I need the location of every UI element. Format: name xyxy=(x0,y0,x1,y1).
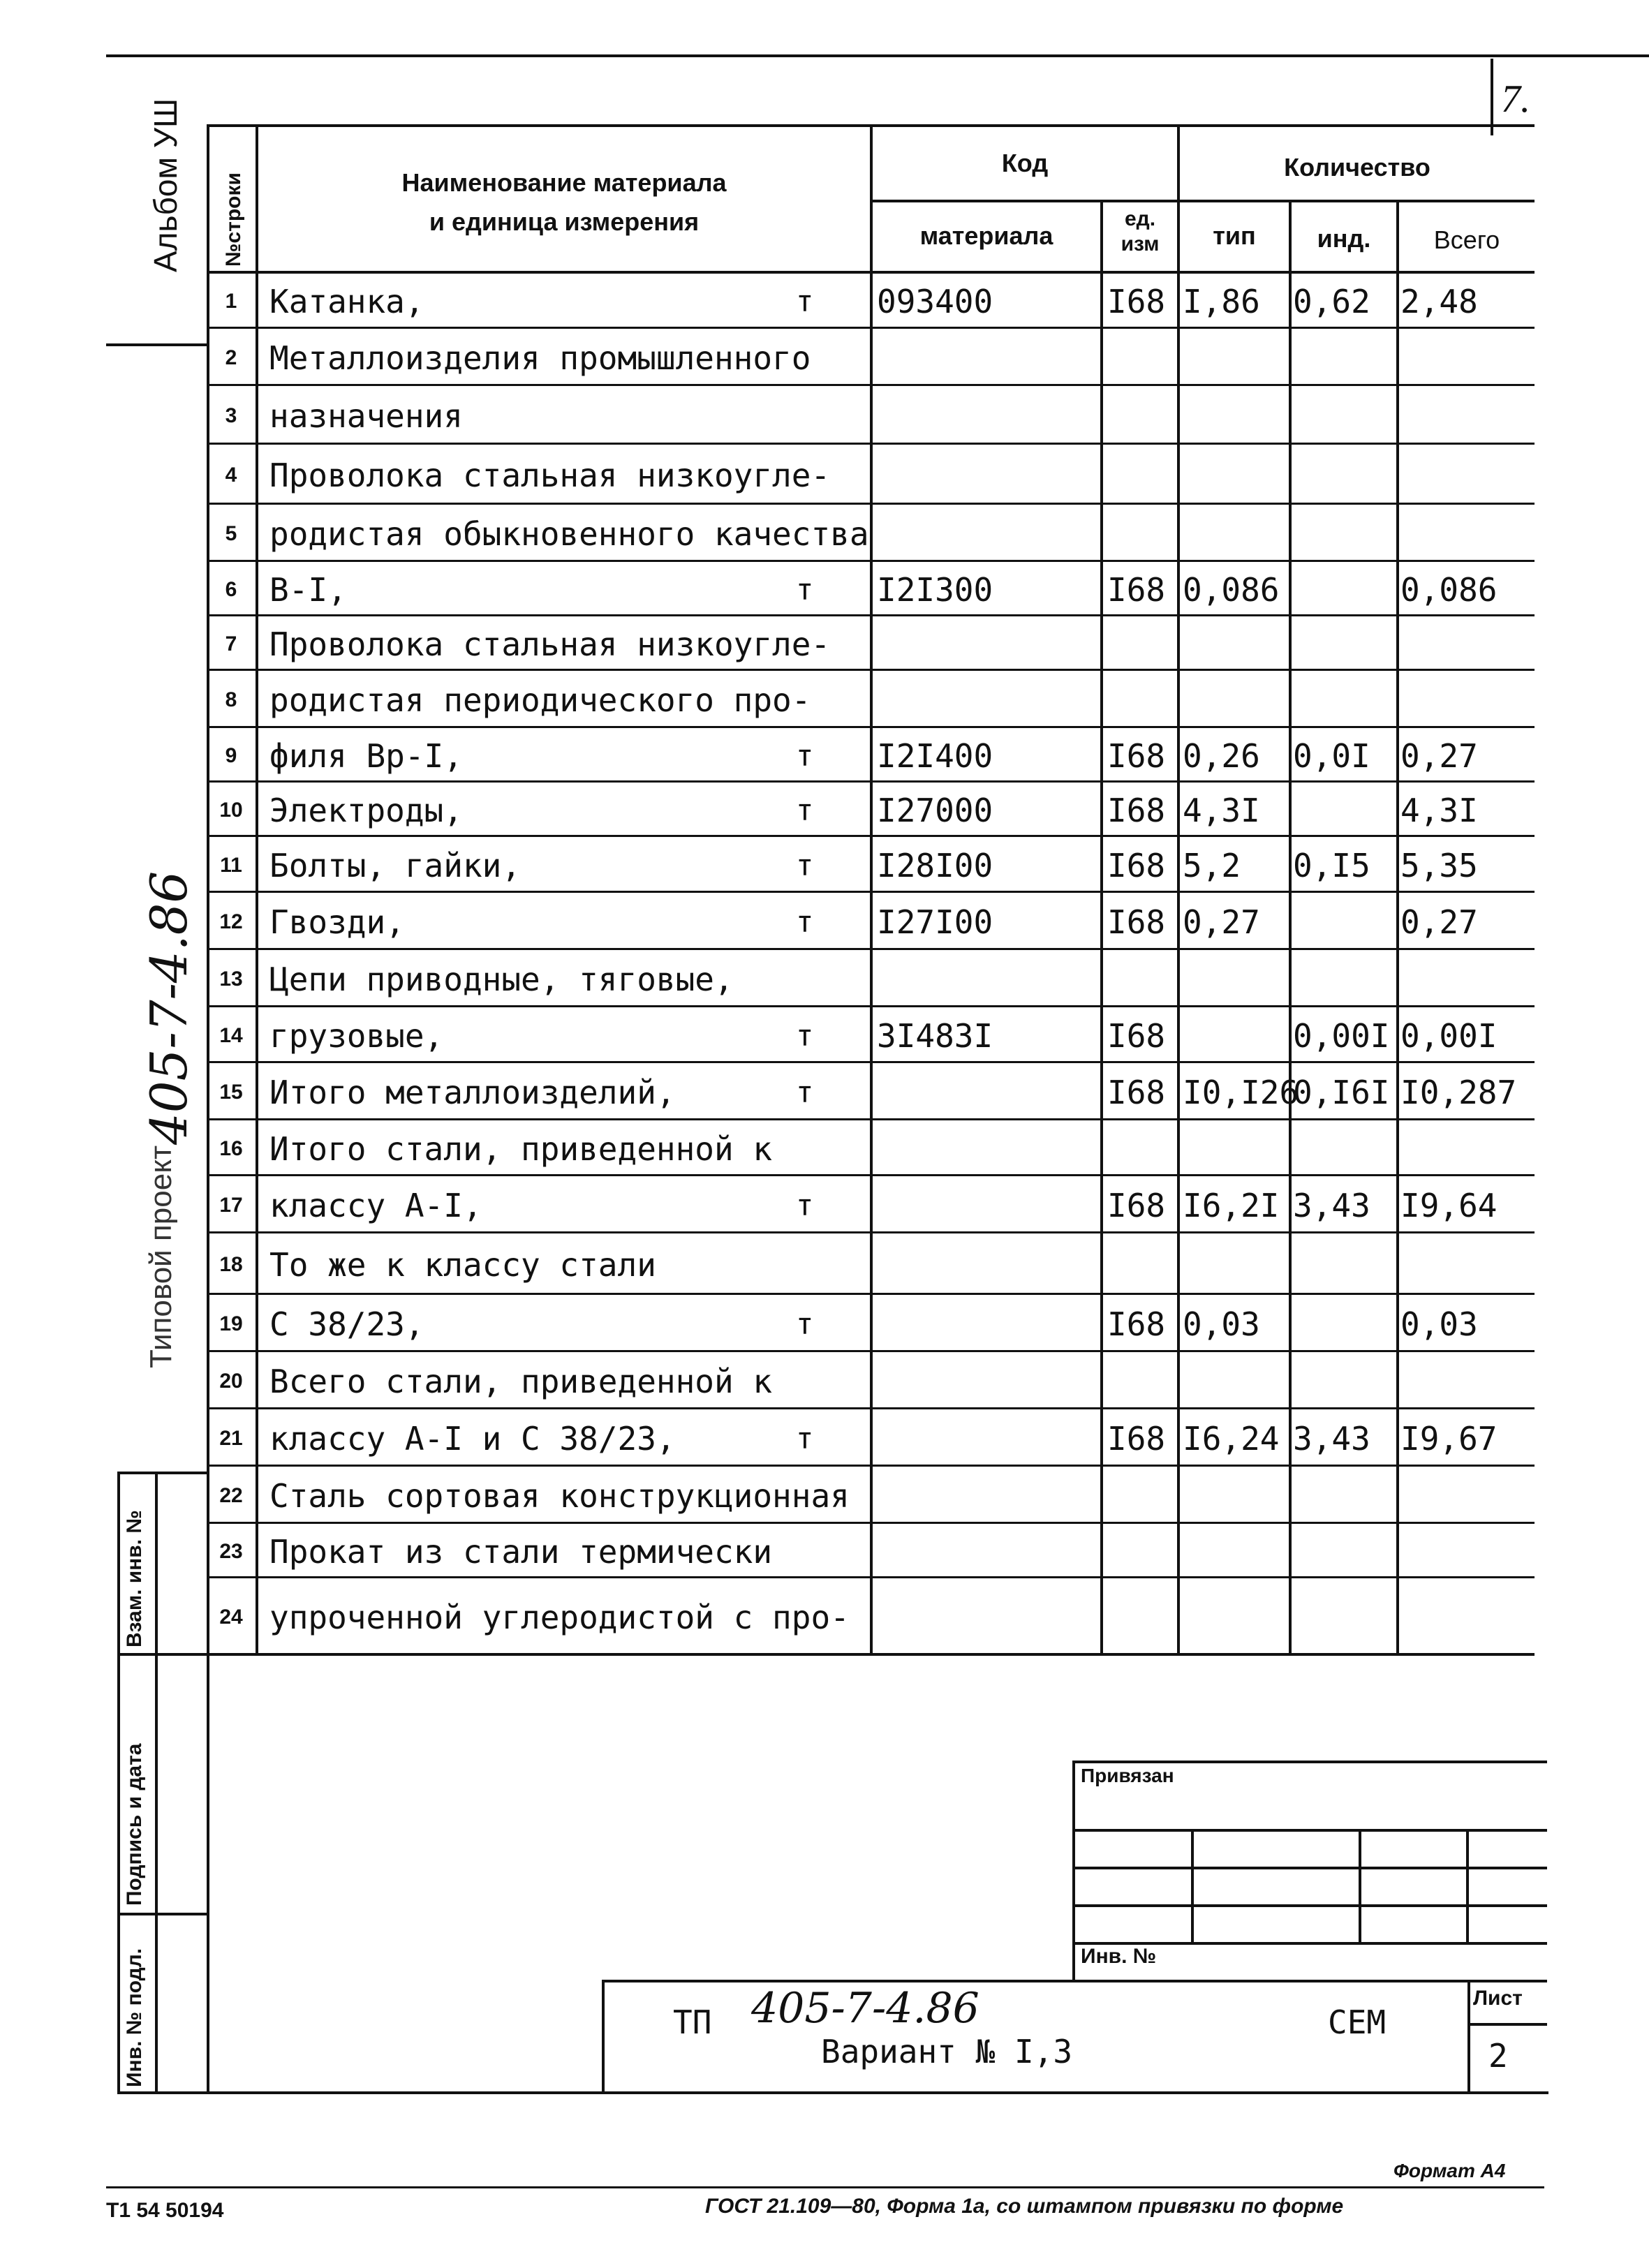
col-num-divider xyxy=(256,124,258,1654)
row-8-n: 8 xyxy=(225,688,237,711)
row-14-n: 14 xyxy=(219,1024,243,1047)
album-label: Альбом УШ xyxy=(147,98,184,272)
stamp-privyazan-top xyxy=(1072,1761,1547,1763)
row-15-n: 15 xyxy=(219,1081,243,1104)
project-label: Типовой проект xyxy=(144,1145,178,1368)
header-sub-divider xyxy=(870,200,1535,202)
stamp-main-top xyxy=(602,1980,1547,1982)
row-14-code: 3I483I xyxy=(877,1017,993,1055)
side-stamp-div2 xyxy=(117,1913,208,1915)
row-6-name: В-I, xyxy=(269,571,347,609)
row-6-tip: 0,086 xyxy=(1183,571,1280,609)
side-stamp-left xyxy=(117,1472,120,2094)
row-1-n: 1 xyxy=(225,290,237,313)
stamp-grid-col1 xyxy=(1191,1829,1194,1942)
row-10-code: I27000 xyxy=(877,792,993,829)
row-23-n: 23 xyxy=(219,1540,243,1563)
row-6-separator xyxy=(207,614,1535,616)
col-ed-divider xyxy=(1177,124,1180,1654)
podpis-data-label: Подпись и дата xyxy=(123,1743,146,1906)
row-9-ind: 0,0I xyxy=(1293,737,1370,775)
row-9-name: филя Вр-I, xyxy=(269,737,463,775)
row-4-name: Проволока стальная низкоугле- xyxy=(269,457,831,494)
footer-line xyxy=(106,2186,1544,2188)
row-23-separator xyxy=(207,1576,1535,1578)
row-10-tip: 4,3I xyxy=(1183,792,1260,829)
row-21-tip: I6,24 xyxy=(1183,1420,1280,1458)
row-17-vsego: I9,64 xyxy=(1400,1187,1498,1224)
row-17-ind: 3,43 xyxy=(1293,1187,1370,1224)
row-5-separator xyxy=(207,560,1535,562)
row-19-name: С 38/23, xyxy=(269,1305,424,1343)
row-10-name: Электроды, xyxy=(269,792,463,829)
stamp-grid-line3 xyxy=(1072,1904,1547,1907)
row-11-vsego: 5,35 xyxy=(1400,847,1478,884)
row-14-name: грузовые, xyxy=(269,1017,444,1055)
row-4-n: 4 xyxy=(225,464,237,487)
stamp-main-left xyxy=(602,1980,605,2094)
row-11-unit: т xyxy=(796,848,814,882)
margin-album-divider xyxy=(106,343,208,346)
row-3-separator xyxy=(207,443,1535,445)
row-11-name: Болты, гайки, xyxy=(269,847,522,884)
footer-format: Формат А4 xyxy=(1393,2160,1506,2181)
row-22-name: Сталь сортовая конструкционная xyxy=(269,1477,850,1515)
row-17-tip: I6,2I xyxy=(1183,1187,1280,1224)
stamp-privyazan-left xyxy=(1072,1761,1075,1981)
row-6-ed: I68 xyxy=(1107,571,1166,609)
row-21-ed: I68 xyxy=(1107,1420,1166,1458)
row-6-vsego: 0,086 xyxy=(1400,571,1498,609)
side-stamp-top xyxy=(117,1472,208,1474)
row-1-separator xyxy=(207,327,1535,329)
row-14-vsego: 0,00I xyxy=(1400,1017,1498,1055)
header-rownum: №строки xyxy=(222,172,245,267)
row-6-n: 6 xyxy=(225,578,237,601)
row-17-name: классу А-I, xyxy=(269,1187,482,1224)
row-15-ed: I68 xyxy=(1107,1074,1166,1111)
row-21-n: 21 xyxy=(219,1427,243,1450)
header-name-line1: Наименование материала xyxy=(401,168,727,197)
row-24-name: упроченной углеродистой с про- xyxy=(269,1599,850,1636)
row-11-ed: I68 xyxy=(1107,847,1166,884)
row-20-n: 20 xyxy=(219,1370,243,1393)
row-21-vsego: I9,67 xyxy=(1400,1420,1498,1458)
row-5-name: родистая обыкновенного качества xyxy=(269,515,869,553)
row-17-unit: т xyxy=(796,1188,814,1222)
row-7-separator xyxy=(207,669,1535,671)
row-9-tip: 0,26 xyxy=(1183,737,1260,775)
row-14-unit: т xyxy=(796,1018,814,1053)
row-12-unit: т xyxy=(796,905,814,939)
row-9-ed: I68 xyxy=(1107,737,1166,775)
row-2-n: 2 xyxy=(225,346,237,369)
row-19-tip: 0,03 xyxy=(1183,1305,1260,1343)
row-12-ed: I68 xyxy=(1107,903,1166,941)
row-1-ed: I68 xyxy=(1107,283,1166,320)
header-vsego: Всего xyxy=(1433,225,1500,254)
row-8-separator xyxy=(207,726,1535,728)
row-11-code: I28I00 xyxy=(877,847,993,884)
row-13-name: Цепи приводные, тяговые, xyxy=(269,961,734,998)
row-13-n: 13 xyxy=(219,968,243,991)
row-19-unit: т xyxy=(796,1307,814,1341)
row-15-name: Итого металлоизделий, xyxy=(269,1074,676,1111)
row-20-separator xyxy=(207,1407,1535,1409)
header-ind: инд. xyxy=(1317,224,1371,253)
row-21-name: классу А-I и С 38/23, xyxy=(269,1420,676,1458)
col-tip-divider xyxy=(1289,200,1292,1654)
row-18-name: То же к классу стали xyxy=(269,1246,656,1284)
stamp-tp: ТП xyxy=(673,2003,712,2041)
row-21-unit: т xyxy=(796,1421,814,1455)
row-12-code: I27I00 xyxy=(877,903,993,941)
row-24-n: 24 xyxy=(219,1606,243,1629)
row-16-separator xyxy=(207,1174,1535,1176)
row-11-separator xyxy=(207,891,1535,893)
row-9-unit: т xyxy=(796,739,814,773)
row-17-separator xyxy=(207,1231,1535,1233)
table-bottom xyxy=(207,1653,1535,1656)
stamp-grid-col3 xyxy=(1466,1829,1469,1942)
stamp-list-divider xyxy=(1467,1980,1470,2094)
row-13-separator xyxy=(207,1005,1535,1007)
stamp-list-label: Лист xyxy=(1473,1987,1523,2010)
row-1-tip: I,86 xyxy=(1183,283,1260,320)
row-21-ind: 3,43 xyxy=(1293,1420,1370,1458)
row-1-ind: 0,62 xyxy=(1293,283,1370,320)
col-code-divider xyxy=(1100,200,1103,1654)
project-code-handwritten: 405-7-4.86 xyxy=(140,870,198,1145)
row-19-separator xyxy=(207,1350,1535,1352)
stamp-grid-col2 xyxy=(1359,1829,1361,1942)
col-name-divider xyxy=(870,124,873,1654)
row-22-n: 22 xyxy=(219,1484,243,1507)
row-9-vsego: 0,27 xyxy=(1400,737,1478,775)
row-8-name: родистая периодического про- xyxy=(269,681,811,719)
row-9-separator xyxy=(207,780,1535,783)
corner-mark: 7. xyxy=(1501,77,1530,121)
row-19-n: 19 xyxy=(219,1312,243,1335)
stamp-privyazan-label: Привязан xyxy=(1081,1765,1174,1786)
row-18-n: 18 xyxy=(219,1253,243,1276)
header-tip: тип xyxy=(1213,221,1256,250)
row-11-n: 11 xyxy=(220,854,242,877)
side-stamp-div1 xyxy=(117,1653,208,1656)
stamp-tp-number: 405-7-4.86 xyxy=(751,1984,979,2033)
row-17-n: 17 xyxy=(219,1194,243,1217)
row-12-vsego: 0,27 xyxy=(1400,903,1478,941)
row-10-n: 10 xyxy=(219,799,243,822)
top-border xyxy=(106,54,1649,57)
row-15-vsego: I0,287 xyxy=(1400,1074,1517,1111)
stamp-list-value: 2 xyxy=(1488,2037,1508,2075)
row-1-vsego: 2,48 xyxy=(1400,283,1478,320)
stamp-variant: Вариант № I,3 xyxy=(821,2033,1073,2070)
row-1-code: 093400 xyxy=(877,283,993,320)
footer-left-code: Т1 54 50194 xyxy=(106,2199,224,2222)
side-stamp-mid xyxy=(155,1472,158,2094)
row-15-separator xyxy=(207,1118,1535,1120)
header-ed-izm: ед. изм xyxy=(1121,207,1160,255)
row-10-vsego: 4,3I xyxy=(1400,792,1478,829)
header-kolichestvo: Количество xyxy=(1284,153,1430,181)
row-14-ind: 0,00I xyxy=(1293,1017,1390,1055)
row-10-unit: т xyxy=(796,793,814,827)
footer-gost: ГОСТ 21.109—80, Форма 1а, со штампом привязки по форме xyxy=(705,2195,1344,2218)
stamp-grid-line1 xyxy=(1072,1829,1547,1832)
header-kod: Код xyxy=(1001,149,1049,177)
row-1-name: Катанка, xyxy=(269,283,424,320)
stamp-inv-label: Инв. № xyxy=(1081,1945,1157,1968)
row-22-separator xyxy=(207,1522,1535,1524)
row-11-tip: 5,2 xyxy=(1183,847,1241,884)
row-15-unit: т xyxy=(796,1075,814,1109)
header-bottom xyxy=(207,271,1535,274)
row-1-unit: т xyxy=(796,284,814,318)
row-5-n: 5 xyxy=(225,522,237,545)
row-20-name: Всего стали, приведенной к xyxy=(269,1363,773,1400)
row-11-ind: 0,I5 xyxy=(1293,847,1370,884)
row-2-name: Металлоизделия промышленного xyxy=(269,339,811,377)
inv-podl-label: Инв. № подл. xyxy=(123,1948,146,2087)
row-3-name: назначения xyxy=(269,397,463,435)
side-stamp-bottom xyxy=(117,2091,1548,2094)
row-4-separator xyxy=(207,503,1535,505)
row-3-n: 3 xyxy=(225,404,237,427)
col-ind-divider xyxy=(1396,200,1399,1654)
row-16-name: Итого стали, приведенной к xyxy=(269,1130,773,1168)
row-18-separator xyxy=(207,1293,1535,1295)
row-19-ed: I68 xyxy=(1107,1305,1166,1343)
row-14-ed: I68 xyxy=(1107,1017,1166,1055)
row-15-ind: 0,I6I xyxy=(1293,1074,1390,1111)
row-6-unit: т xyxy=(796,572,814,607)
row-9-n: 9 xyxy=(225,744,237,767)
row-7-name: Проволока стальная низкоугле- xyxy=(269,625,831,663)
row-21-separator xyxy=(207,1465,1535,1467)
row-23-name: Прокат из стали термически xyxy=(269,1533,773,1571)
row-12-tip: 0,27 xyxy=(1183,903,1260,941)
row-12-separator xyxy=(207,948,1535,950)
row-12-name: Гвозди, xyxy=(269,903,405,941)
vzam-inv-label: Взам. инв. № xyxy=(123,1510,146,1647)
row-15-tip: I0,I26 xyxy=(1183,1074,1299,1111)
row-7-n: 7 xyxy=(225,632,237,655)
row-6-code: I2I300 xyxy=(877,571,993,609)
row-17-ed: I68 xyxy=(1107,1187,1166,1224)
row-10-separator xyxy=(207,835,1535,837)
row-16-n: 16 xyxy=(219,1137,243,1160)
row-10-ed: I68 xyxy=(1107,792,1166,829)
row-14-separator xyxy=(207,1061,1535,1063)
row-2-separator xyxy=(207,384,1535,386)
stamp-sem: СЕМ xyxy=(1328,2003,1387,2041)
row-12-n: 12 xyxy=(219,910,243,933)
stamp-list-sub xyxy=(1467,2023,1547,2026)
stamp-grid-line2 xyxy=(1072,1867,1547,1869)
row-19-vsego: 0,03 xyxy=(1400,1305,1478,1343)
header-material: материала xyxy=(919,221,1053,250)
row-9-code: I2I400 xyxy=(877,737,993,775)
header-name-line2: и единица измерения xyxy=(429,207,700,236)
